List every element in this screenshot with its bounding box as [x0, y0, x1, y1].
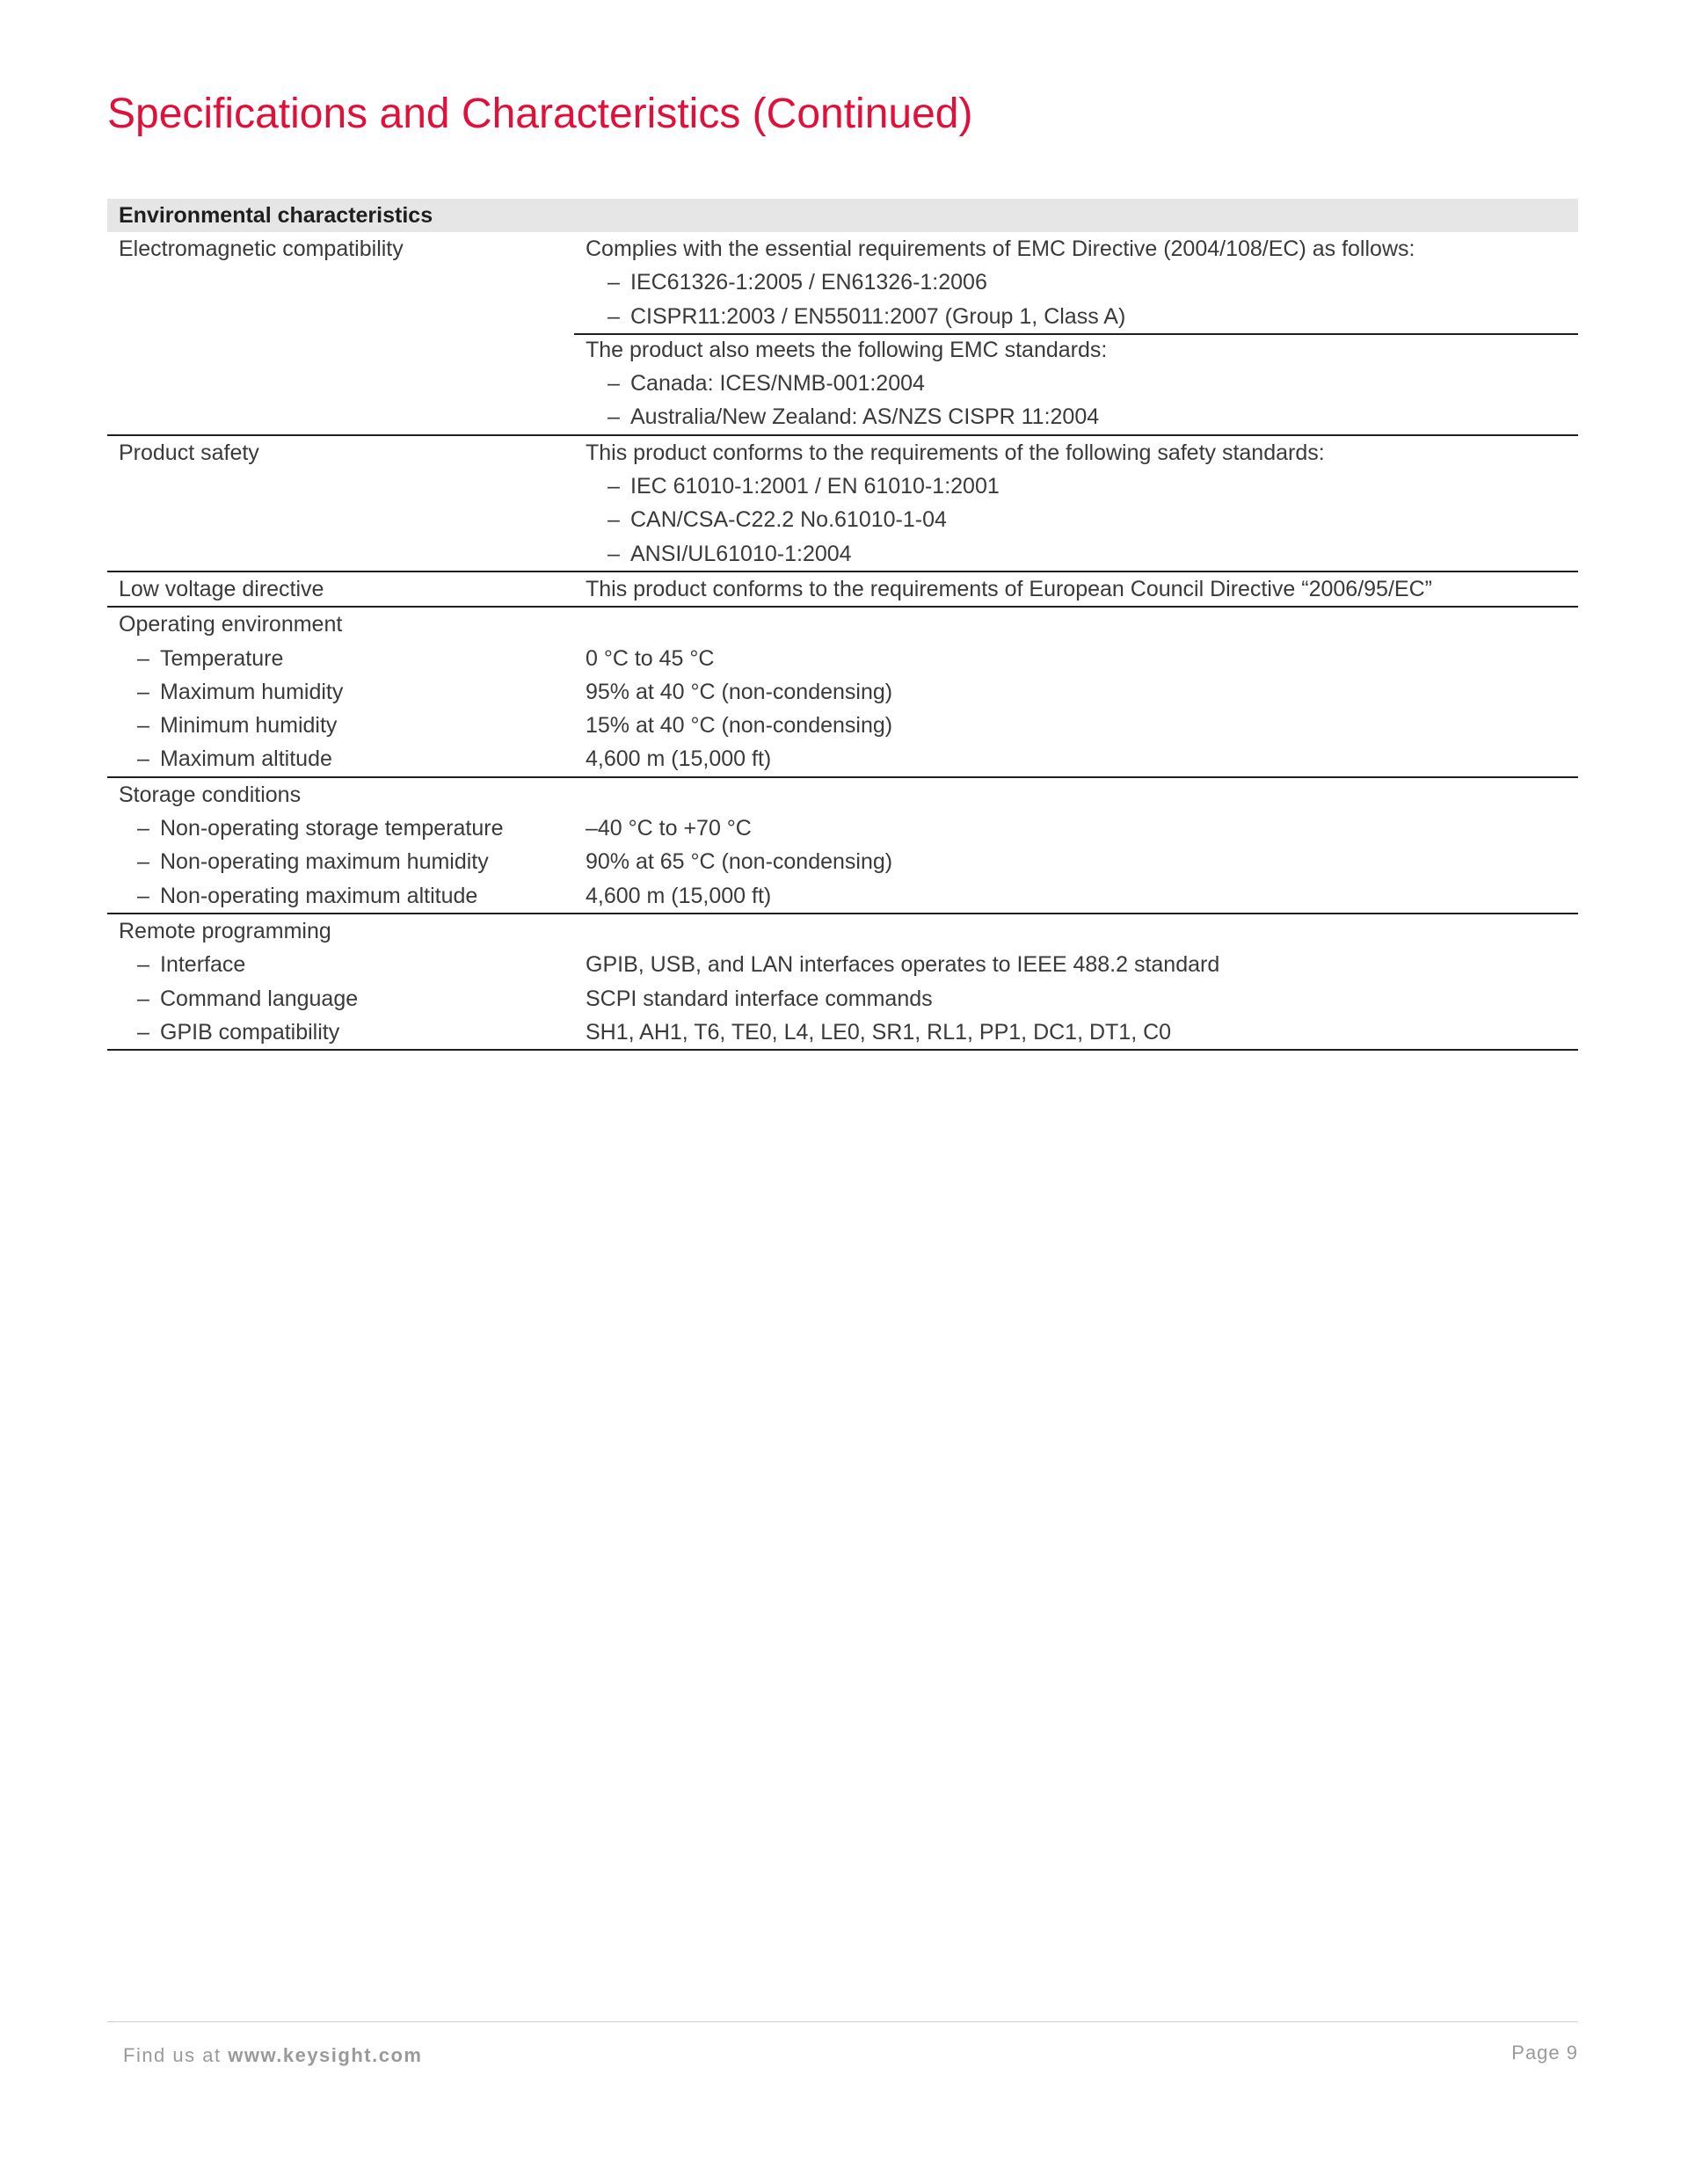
dash-glyph: –: [137, 986, 149, 1011]
storage-row-value: –40 °C to +70 °C: [586, 816, 752, 841]
table-row: [107, 948, 1578, 981]
storage-label: Storage conditions: [119, 782, 302, 807]
storage-group: [107, 778, 1578, 914]
emc-label: Electromagnetic compatibility: [119, 237, 404, 261]
dash-glyph: –: [137, 746, 149, 772]
table-row: [107, 1016, 1578, 1049]
footer-url-link[interactable]: www.keysight.com: [228, 2044, 423, 2066]
storage-row-label: Non-operating maximum humidity: [160, 849, 489, 875]
dash-glyph: –: [137, 849, 149, 875]
safety-label: Product safety: [119, 440, 259, 465]
table-row: [107, 608, 1578, 641]
safety-standard: ANSI/UL61010-1:2004: [630, 541, 852, 566]
remote-row-value: SCPI standard interface commands: [586, 986, 933, 1011]
dash-glyph: –: [137, 883, 149, 908]
table-row: [107, 845, 1578, 878]
dash-glyph: –: [608, 541, 620, 566]
emc-standard: IEC61326-1:2005 / EN61326-1:2006: [630, 270, 987, 295]
dash-glyph: –: [608, 474, 620, 499]
dash-glyph: –: [608, 270, 620, 295]
remote-row-value: SH1, AH1, T6, TE0, L4, LE0, SR1, RL1, PP1, DC1, DT1, C0: [586, 1019, 1172, 1045]
remote-row-label: GPIB compatibility: [160, 1019, 340, 1045]
dash-glyph: –: [608, 404, 620, 430]
table-row: [107, 879, 1578, 913]
emc-also-standard: Australia/New Zealand: AS/NZS CISPR 11:2004: [630, 404, 1100, 430]
spec-table: [107, 199, 1578, 1051]
page-number: Page 9: [1511, 2042, 1578, 2064]
safety-standard: CAN/CSA-C22.2 No.61010-1-04: [630, 507, 947, 533]
footer-prefix: Find us at: [123, 2044, 229, 2066]
operating-row-label: Minimum humidity: [160, 713, 338, 739]
operating-group: [107, 608, 1578, 777]
operating-row-value: 15% at 40 °C (non-condensing): [586, 713, 893, 739]
dash-glyph: –: [608, 371, 620, 397]
table-row: [107, 778, 1578, 812]
dash-glyph: –: [137, 816, 149, 841]
safety-standard: IEC 61010-1:2001 / EN 61010-1:2001: [630, 474, 1000, 499]
inner-divider: [574, 333, 1578, 335]
lvd-group: [107, 572, 1578, 608]
table-row: [107, 300, 1578, 333]
remote-row-label: Command language: [160, 986, 359, 1011]
table-row: [107, 367, 1578, 400]
safety-group: [107, 436, 1578, 572]
storage-row-label: Non-operating storage temperature: [160, 816, 504, 841]
section-header: Environmental characteristics: [107, 199, 1578, 232]
table-row: [107, 914, 1578, 948]
dash-glyph: –: [137, 645, 149, 671]
lvd-label: Low voltage directive: [119, 576, 324, 601]
emc-intro: Complies with the essential requirements of EMC Directive (2004/108/EC) as follows:: [586, 237, 1415, 261]
emc-also-standard: Canada: ICES/NMB-001:2004: [630, 371, 925, 397]
table-row: [107, 470, 1578, 503]
operating-label: Operating environment: [119, 612, 343, 637]
table-row: [107, 572, 1578, 606]
table-row: [107, 675, 1578, 709]
emc-standard: CISPR11:2003 / EN55011:2007 (Group 1, Class A): [630, 303, 1126, 329]
remote-group: [107, 914, 1578, 1051]
table-row: [107, 333, 1578, 367]
table-row: [107, 266, 1578, 299]
page-title: Specifications and Characteristics (Continued): [107, 91, 973, 137]
operating-row-label: Maximum humidity: [160, 679, 344, 704]
emc-group: [107, 232, 1578, 436]
remote-row-label: Interface: [160, 952, 246, 978]
table-row: [107, 436, 1578, 470]
table-row: [107, 400, 1578, 433]
footer-divider: [107, 2021, 1578, 2022]
table-row: [107, 232, 1578, 266]
operating-row-label: Maximum altitude: [160, 746, 332, 772]
storage-row-value: 4,600 m (15,000 ft): [586, 883, 772, 908]
remote-label: Remote programming: [119, 918, 331, 943]
dash-glyph: –: [137, 952, 149, 978]
footer-text: [123, 2044, 422, 2067]
emc-also-intro: The product also meets the following EMC standards:: [586, 337, 1108, 362]
storage-row-value: 90% at 65 °C (non-condensing): [586, 849, 893, 875]
table-row: [107, 742, 1578, 775]
operating-row-value: 95% at 40 °C (non-condensing): [586, 679, 893, 704]
lvd-value: This product conforms to the requirements of European Council Directive “2006/95/EC”: [586, 576, 1432, 601]
operating-row-value: 0 °C to 45 °C: [586, 645, 715, 671]
table-row: [107, 982, 1578, 1016]
operating-row-label: Temperature: [160, 645, 284, 671]
dash-glyph: –: [137, 1019, 149, 1045]
safety-intro: This product conforms to the requirements of the following safety standards:: [586, 440, 1325, 465]
table-row: [107, 812, 1578, 845]
dash-glyph: –: [608, 303, 620, 329]
table-row: [107, 709, 1578, 742]
table-row: [107, 503, 1578, 536]
table-row: [107, 642, 1578, 675]
dash-glyph: –: [137, 713, 149, 739]
operating-row-value: 4,600 m (15,000 ft): [586, 746, 772, 772]
dash-glyph: –: [608, 507, 620, 533]
dash-glyph: –: [137, 679, 149, 704]
remote-row-value: GPIB, USB, and LAN interfaces operates to IEEE 488.2 standard: [586, 952, 1220, 978]
storage-row-label: Non-operating maximum altitude: [160, 883, 478, 908]
table-row: [107, 537, 1578, 571]
